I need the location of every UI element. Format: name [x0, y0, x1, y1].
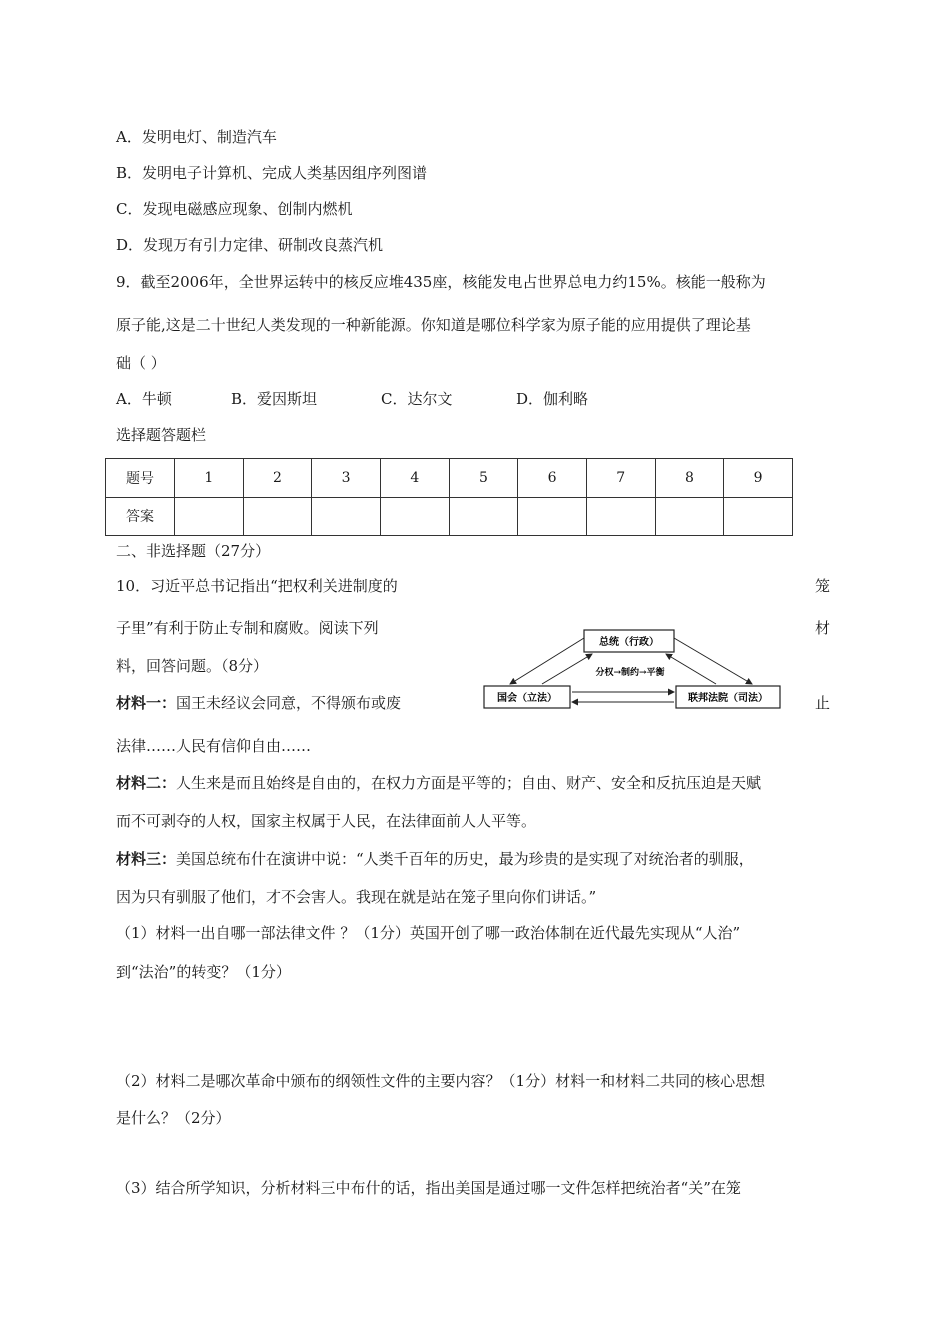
answer-table — [105, 458, 793, 536]
material2 — [116, 773, 761, 793]
arrow-president-to-congress — [510, 638, 584, 684]
answer-cell[interactable] — [312, 497, 381, 536]
sub-question-1-line2: 到“法治”的转变？（1分） — [116, 963, 291, 981]
president-label: 总统（行政） — [599, 637, 659, 648]
question-number-cell: 3 — [312, 459, 381, 498]
material1-right: 止 — [815, 694, 831, 712]
material3 — [116, 849, 754, 869]
sub-question-2-line1: （2）材料二是哪次革命中颁布的纲领性文件的主要内容？（1分）材料一和材料二共同的核心思想 — [116, 1072, 766, 1090]
sub-question-2-line2: 是什么？（2分） — [116, 1109, 231, 1127]
arrow-president-to-court — [674, 638, 752, 684]
answer-cell[interactable] — [655, 497, 724, 536]
material2-cont: 而不可剥夺的人权，国家主权属于人民，在法律面前人人平等。 — [116, 812, 537, 830]
q9-line2: 原子能,这是二十世纪人类发现的一种新能源。你知道是哪位科学家为原子能的应用提供了理论基 — [116, 316, 751, 334]
q9-line3: 础（ ） — [116, 354, 166, 372]
answer-cell[interactable] — [243, 497, 312, 536]
answer-cell[interactable] — [449, 497, 518, 536]
answer-table-number-row — [106, 459, 793, 498]
question-number-cell: 7 — [586, 459, 655, 498]
q9-option-d: D．伽利略 — [516, 390, 589, 408]
material2-label: 材料二： — [116, 774, 177, 792]
q10-line2-right: 材 — [815, 619, 831, 637]
material3-label: 材料三： — [116, 850, 177, 868]
answer-cell[interactable] — [380, 497, 449, 536]
q9-option-b: B．爱因斯坦 — [231, 390, 318, 408]
material3-cont: 因为只有驯服了他们，才不会害人。我现在就是站在笼子里向你们讲话。” — [116, 888, 597, 906]
question-number-cell: 1 — [175, 459, 244, 498]
q8-option-b: B．发明电子计算机、完成人类基因组序列图谱 — [116, 164, 428, 182]
sub-question-1-line1: （1）材料一出自哪一部法律文件 ？（1分）英国开创了哪一政治体制在近代最先实现从“人治” — [116, 924, 741, 942]
question-number-cell: 4 — [380, 459, 449, 498]
q9-line1: 9．截至2006年，全世界运转中的核反应堆435座，核能发电占世界总电力约15%。核能一般称为 — [116, 273, 766, 291]
q9-option-c: C．达尔文 — [381, 390, 453, 408]
material3-text: 美国总统布什在演讲中说：“人类千百年的历史，最为珍贵的是实现了对统治者的驯服， — [176, 850, 754, 868]
court-label: 联邦法院（司法） — [688, 693, 768, 704]
answer-cell[interactable] — [724, 497, 793, 536]
answer-table-caption: 选择题答题栏 — [116, 426, 207, 444]
q9-option-a: A．牛顿 — [116, 390, 172, 408]
answer-table-row-label: 答案 — [106, 497, 175, 536]
question-number-cell: 6 — [518, 459, 587, 498]
q10-line1: 10．习近平总书记指出“把权利关进制度的 — [116, 577, 398, 595]
q10-line2: 子里”有利于防止专制和腐败。阅读下列 — [116, 619, 379, 637]
sub-question-3-line1: （3）结合所学知识，分析材料三中布什的话，指出美国是通过哪一文件怎样把统治者“关”在笼 — [116, 1179, 741, 1197]
q10-line3: 料，回答问题。（8分） — [116, 657, 269, 675]
question-number-cell: 8 — [655, 459, 724, 498]
q10-line1-right: 笼 — [815, 577, 831, 595]
answer-cell[interactable] — [586, 497, 655, 536]
q8-option-a: A．发明电灯、制造汽车 — [116, 128, 277, 146]
answer-table-row-label: 题号 — [106, 459, 175, 498]
question-number-cell: 2 — [243, 459, 312, 498]
section2-title: 二、非选择题（27分） — [116, 542, 271, 560]
congress-label: 国会（立法） — [497, 693, 557, 704]
separation-of-powers-diagram — [480, 628, 785, 738]
material2-text: 人生来是而且始终是自由的，在权力方面是平等的；自由、财产、安全和反抗压迫是天赋 — [176, 774, 762, 792]
diagram-center-label: 分权→制约→平衡 — [595, 668, 665, 678]
q8-option-c: C．发现电磁感应现象、创制内燃机 — [116, 200, 353, 218]
material1 — [116, 693, 401, 713]
answer-cell[interactable] — [175, 497, 244, 536]
q8-option-d: D．发现万有引力定律、研制改良蒸汽机 — [116, 236, 384, 254]
question-number-cell: 5 — [449, 459, 518, 498]
question-number-cell: 9 — [724, 459, 793, 498]
answer-cell[interactable] — [518, 497, 587, 536]
material1-text: 国王未经议会同意，不得颁布或废 — [176, 694, 402, 712]
material1-cont: 法律……人民有信仰自由…… — [116, 737, 312, 755]
answer-table-answer-row — [106, 497, 793, 536]
arrow-congress-to-president — [542, 654, 592, 684]
material1-label: 材料一： — [116, 694, 177, 712]
